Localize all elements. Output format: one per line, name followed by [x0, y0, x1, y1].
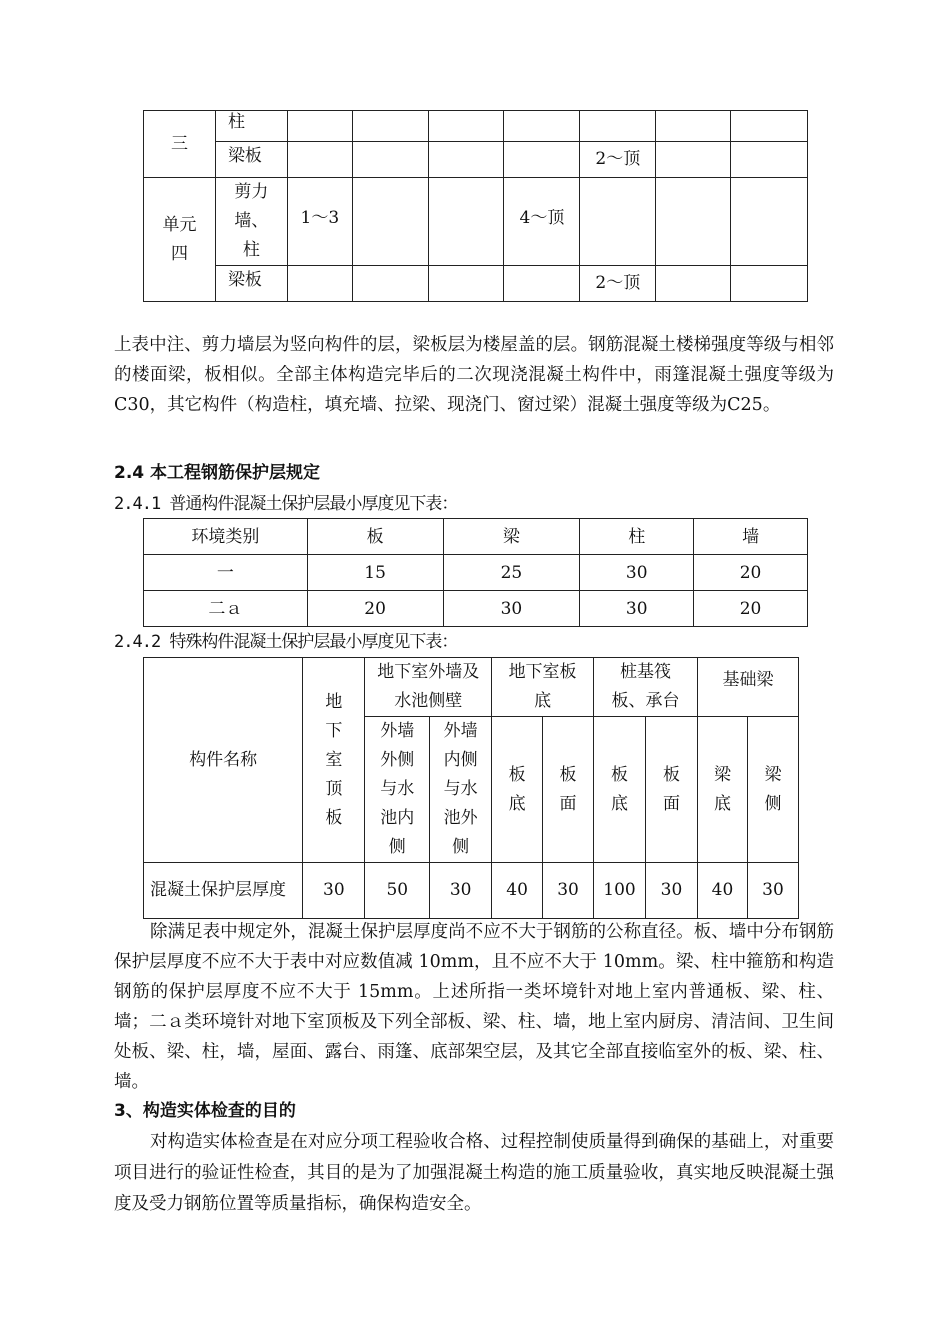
header-cell: 柱 — [580, 519, 694, 555]
table-cell — [504, 142, 580, 178]
table-cell: 30 — [430, 863, 492, 919]
group-cell: 三 — [144, 111, 216, 178]
header-cell: 墙 — [694, 519, 808, 555]
table-cell: 4～顶 — [504, 178, 580, 266]
sub-header-cell: 板面 — [543, 717, 594, 863]
special-cover-table — [143, 657, 799, 919]
header-cell-pile-raft: 桩基筏板、承台 — [594, 658, 698, 717]
table-row — [144, 863, 799, 919]
table-cell: 50 — [365, 863, 430, 919]
table-cell: 40 — [492, 863, 543, 919]
table-row — [144, 142, 808, 178]
table-cell: 30 — [747, 863, 798, 919]
header-cell: 梁 — [443, 519, 580, 555]
table-cell: 30 — [580, 591, 694, 627]
table-cell — [656, 266, 731, 302]
table-cell — [731, 178, 808, 266]
table-cell — [656, 142, 731, 178]
table-cell: 2～顶 — [580, 142, 656, 178]
table-cell: 30 — [303, 863, 365, 919]
component-cell: 柱 — [215, 111, 287, 142]
table-row — [144, 591, 808, 627]
table-cell — [287, 266, 352, 302]
table-cell: 25 — [443, 555, 580, 591]
table-header-row — [144, 519, 808, 555]
table-cell — [731, 142, 808, 178]
table-cell — [352, 111, 428, 142]
table-cell — [656, 111, 731, 142]
table-cell — [580, 178, 656, 266]
sub-header-cell: 外墙外侧与水池内侧 — [365, 717, 430, 863]
table-cell — [731, 111, 808, 142]
paragraph-cover-rules: 除满足表中规定外，混凝土保护层厚度尚不应不大于钢筋的公称直径。板、墙中分布钢筋保护层厚度不应不大于表中对应数值减 10mm，且不应不大于 10mm。梁、柱中箍筋和构造钢筋的保护层厚度不应不大于 15mm。上述所指一类坏境针对地上室内普通板、梁、柱、墙；二ａ类环境针对地下室顶板及下列全部板、梁、柱、墙，地上室内厨房、清洁间、卫生间处板、梁、柱，墙，屋面、露台、雨篷、底部架空层，及其它全部直接临室外的板、梁、柱、墙。 — [114, 922, 834, 1092]
header-cell-basement-bottom: 地下室板底 — [492, 658, 594, 717]
section-heading-2-4: 2.4 本工程钢筋保护层规定 — [114, 463, 321, 483]
sub-header-cell: 板底 — [492, 717, 543, 863]
header-cell-foundation-beam: 基础梁 — [697, 658, 798, 717]
sub-header-cell: 板面 — [646, 717, 698, 863]
table-cell — [428, 111, 504, 142]
paragraph-strength-note: 上表中注、剪力墙层为竖向构件的层，梁板层为楼屋盖的层。钢筋混凝土楼梯强度等级与相邻的楼面梁，板相似。全部主体构造完毕后的二次现浇混凝土构件中，雨篷混凝土强度等级为C30，其它构件（构造柱，填充墙、拉梁、现浇门、窗过梁）混凝土强度等级为C25。 — [114, 335, 834, 415]
header-cell-outer-wall: 地下室外墙及水池侧壁 — [365, 658, 492, 717]
sub-header-cell: 梁底 — [697, 717, 747, 863]
table-cell — [287, 142, 352, 178]
table-cell — [428, 266, 504, 302]
table-row — [144, 266, 808, 302]
sub-header-cell: 外墙内侧与水池外侧 — [430, 717, 492, 863]
table-cell: 20 — [694, 555, 808, 591]
table-cell: 20 — [307, 591, 443, 627]
table-cell: 一 — [144, 555, 308, 591]
table-cell — [580, 111, 656, 142]
table-row — [144, 111, 808, 142]
table-cell — [656, 178, 731, 266]
table-cell: 30 — [646, 863, 698, 919]
table-row — [144, 178, 808, 266]
floor-strength-table — [143, 110, 808, 302]
table-cell: 30 — [543, 863, 594, 919]
table-cell: 40 — [697, 863, 747, 919]
table-cell — [352, 142, 428, 178]
table-cell — [428, 178, 504, 266]
subsection-2-4-1: 2.4.1 普通构件混凝土保护层最小厚度见下表： — [114, 494, 458, 514]
paragraph-inspection-purpose: 对构造实体检查是在对应分项工程验收合格、过程控制使质量得到确保的基础上，对重要项目进行的验证性检查，其目的是为了加强混凝土构造的施工质量验收，真实地反映混凝土强度及受力钢筋位置等质量指标，确保构造安全。 — [114, 1132, 834, 1214]
sub-header-cell: 板底 — [594, 717, 646, 863]
row-label-cell: 混凝土保护层厚度 — [144, 863, 303, 919]
table-cell — [352, 178, 428, 266]
group-cell: 单元四 — [144, 178, 216, 302]
component-cell: 梁板 — [215, 142, 287, 178]
header-cell: 板 — [307, 519, 443, 555]
component-cell: 剪力墙、柱 — [215, 178, 287, 266]
table-cell — [428, 142, 504, 178]
subsection-2-4-2: 2.4.2 特殊构件混凝土保护层最小厚度见下表： — [114, 632, 458, 652]
header-cell-roof: 地下室顶板 — [303, 658, 365, 863]
table-cell — [504, 111, 580, 142]
header-cell: 环境类别 — [144, 519, 308, 555]
table-cell: 30 — [443, 591, 580, 627]
section-heading-3: 3、构造实体检查的目的 — [114, 1101, 296, 1121]
component-cell: 梁板 — [215, 266, 287, 302]
table-cell — [504, 266, 580, 302]
table-cell — [287, 111, 352, 142]
table-cell: 30 — [580, 555, 694, 591]
table-cell: 15 — [307, 555, 443, 591]
table-cell: 2～顶 — [580, 266, 656, 302]
table-header-row — [144, 658, 799, 717]
table-cell: 二ａ — [144, 591, 308, 627]
table-cell — [352, 266, 428, 302]
table-row — [144, 555, 808, 591]
header-cell-name: 构件名称 — [144, 658, 303, 863]
table-cell — [731, 266, 808, 302]
cover-thickness-table — [143, 518, 808, 627]
table-cell: 1～3 — [287, 178, 352, 266]
table-cell: 20 — [694, 591, 808, 627]
sub-header-cell: 梁侧 — [747, 717, 798, 863]
table-cell: 100 — [594, 863, 646, 919]
